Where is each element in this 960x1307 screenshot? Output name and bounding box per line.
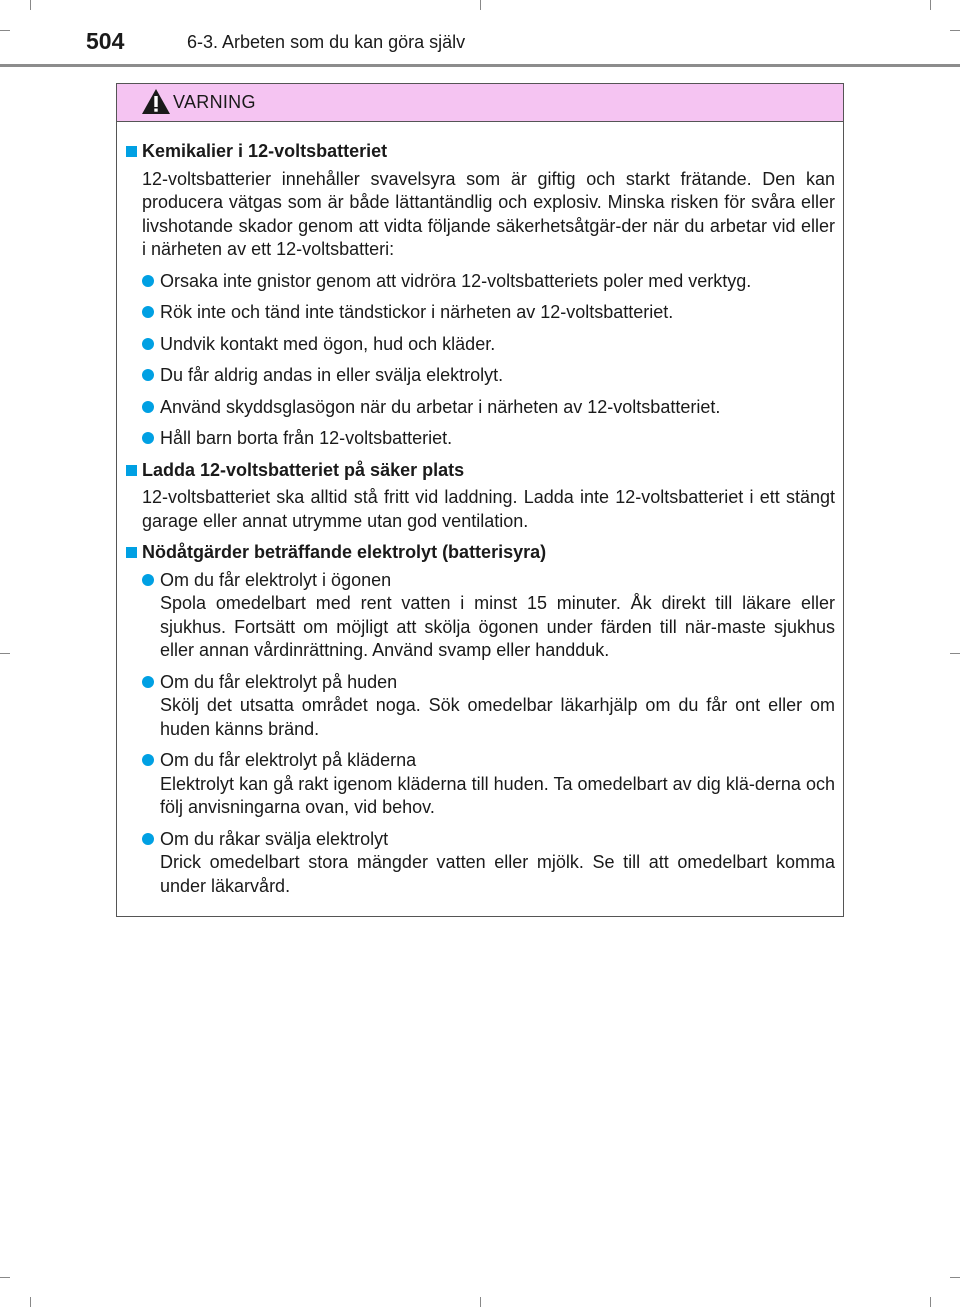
- header-rule: [0, 64, 960, 67]
- list-item-text: Skölj det utsatta området noga. Sök omedelbar läkarhjälp om du får ont eller om huden känns bränd.: [160, 695, 835, 739]
- section-heading: [126, 140, 835, 164]
- crop-mark: [480, 1297, 481, 1307]
- list-item: [126, 749, 835, 820]
- page-number: 504: [86, 28, 125, 54]
- round-bullet-icon: [142, 275, 154, 287]
- square-bullet-icon: [126, 146, 137, 157]
- crop-mark: [950, 1277, 960, 1278]
- list-item: [126, 364, 835, 388]
- round-bullet-icon: [142, 338, 154, 350]
- section-heading: [126, 541, 835, 565]
- page-header: [0, 0, 960, 70]
- list-item-text: Spola omedelbart med rent vatten i minst 15 minuter. Åk direkt till läkare eller sjukhus. Fortsätt om möjligt att skölja ögonen under färden till när-maste sjukhus eller annan vårdinrättning. Använd svamp eller handduk.: [160, 593, 835, 660]
- square-bullet-icon: [126, 465, 137, 476]
- section-heading-text: Ladda 12-voltsbatteriet på säker plats: [142, 459, 465, 480]
- round-bullet-icon: [142, 754, 154, 766]
- list-item: [126, 671, 835, 742]
- list-item-text: Drick omedelbart stora mängder vatten eller mjölk. Se till att omedelbart komma under läkarvård.: [160, 852, 835, 896]
- list-item-heading: Om du får elektrolyt i ögonen: [160, 569, 392, 590]
- list-item-text: Du får aldrig andas in eller svälja elektrolyt.: [160, 365, 504, 385]
- list-item-text: Använd skyddsglasögon när du arbetar i närheten av 12-voltsbatteriet.: [160, 396, 721, 417]
- round-bullet-icon: [142, 432, 154, 444]
- list-item-text: Orsaka inte gnistor genom att vidröra 12-voltsbatteriets poler med verktyg.: [160, 270, 752, 291]
- warning-body: [117, 122, 843, 898]
- round-bullet-icon: [142, 401, 154, 413]
- warning-box: [116, 83, 844, 917]
- list-item: [126, 828, 835, 899]
- list-item-heading: Om du får elektrolyt på huden: [160, 671, 398, 692]
- crop-mark: [950, 653, 960, 654]
- round-bullet-icon: [142, 574, 154, 586]
- section-heading-text: Nödåtgärder beträffande elektrolyt (batterisyra): [142, 542, 547, 562]
- list-item-text: Elektrolyt kan gå rakt igenom kläderna till huden. Ta omedelbart av dig klä-derna och följ anvisningarna ovan, vid behov.: [160, 773, 835, 817]
- warning-label: VARNING: [173, 92, 256, 112]
- list-item: [126, 301, 835, 325]
- round-bullet-icon: [142, 833, 154, 845]
- crop-mark: [0, 1277, 10, 1278]
- crop-mark: [930, 1297, 931, 1307]
- section-paragraph: 12-voltsbatteriet ska alltid stå fritt vid laddning. Ladda inte 12-voltsbatteriet i ett stängt garage eller annat utrymme utan god ventilation.: [142, 487, 835, 531]
- crop-mark: [0, 653, 10, 654]
- list-item-text: Undvik kontakt med ögon, hud och kläder.: [160, 333, 496, 354]
- list-item: [126, 569, 835, 663]
- round-bullet-icon: [142, 369, 154, 381]
- section-title: 6-3. Arbeten som du kan göra själv: [187, 32, 466, 52]
- crop-mark: [30, 1297, 31, 1307]
- list-item: [126, 333, 835, 357]
- section-paragraph: 12-voltsbatterier innehåller svavelsyra som är giftig och starkt frätande. Den kan producera vätgas som är både lättantändlig och explosiv. Minska risken för svåra eller livshotande skador genom att vidta följande säkerhetsåtgär-der när du arbetar vid eller i närheten av ett 12-voltsbatteri:: [142, 168, 835, 259]
- list-item-heading: Om du råkar svälja elektrolyt: [160, 828, 389, 849]
- warning-icon: [141, 88, 171, 115]
- list-item: [126, 427, 835, 451]
- round-bullet-icon: [142, 676, 154, 688]
- list-item: [126, 396, 835, 420]
- list-item-text: Rök inte och tänd inte tändstickor i närheten av 12-voltsbatteriet.: [160, 302, 674, 322]
- section-heading: [126, 459, 835, 483]
- list-item-heading: Om du får elektrolyt på kläderna: [160, 750, 417, 770]
- square-bullet-icon: [126, 547, 137, 558]
- list-item-text: Håll barn borta från 12-voltsbatteriet.: [160, 428, 453, 448]
- list-item: [126, 270, 835, 294]
- warning-header: [117, 84, 843, 122]
- round-bullet-icon: [142, 306, 154, 318]
- section-heading-text: Kemikalier i 12-voltsbatteriet: [142, 141, 388, 161]
